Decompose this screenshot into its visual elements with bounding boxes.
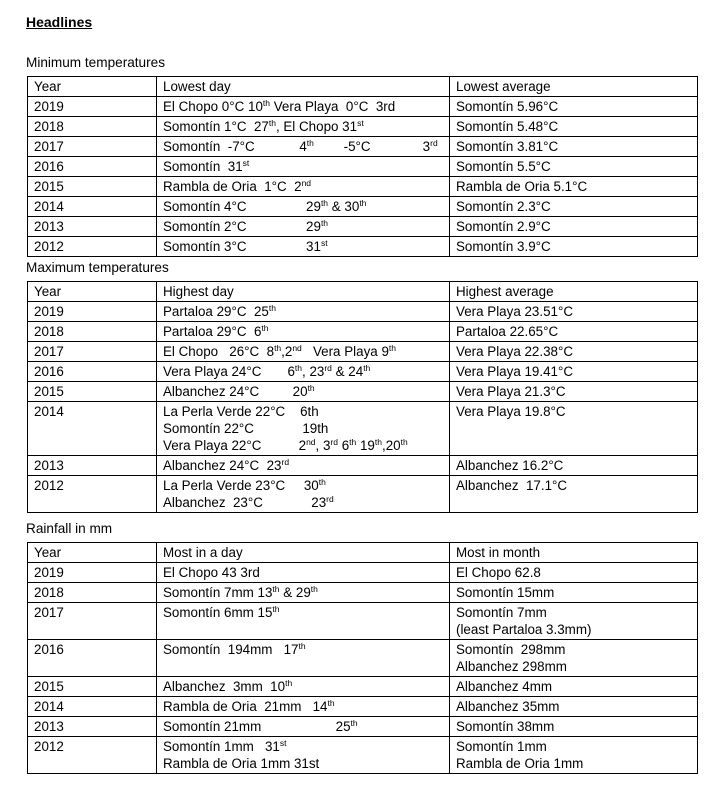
value-cell: [450, 322, 698, 342]
cell-text: Somontín 31st: [163, 158, 250, 174]
day-cell: [157, 697, 450, 717]
table-row: [28, 677, 698, 697]
day-cell: [157, 97, 450, 117]
day-cell: [157, 476, 450, 513]
table-row: [28, 342, 698, 362]
table-header-row: [28, 282, 698, 302]
day-cell: [157, 177, 450, 197]
year-cell: 2015: [28, 677, 157, 697]
column-header: Most in a day: [157, 543, 450, 563]
cell-text: Vera Playa 22°C 2nd, 3rd 6th 19th,20th: [163, 437, 408, 453]
value-cell: [450, 697, 698, 717]
value-cell: [450, 217, 698, 237]
cell-text: Somontín 1mm: [456, 739, 547, 754]
year-cell: 2019: [28, 563, 157, 583]
day-cell: [157, 382, 450, 402]
table-row: [28, 603, 698, 640]
cell-text: El Chopo 62.8: [456, 565, 541, 580]
value-cell: [450, 563, 698, 583]
column-header: Year: [28, 77, 157, 97]
year-cell: 2018: [28, 117, 157, 137]
value-cell: [450, 342, 698, 362]
value-cell: [450, 737, 698, 774]
cell-text: La Perla Verde 22°C 6th: [163, 404, 319, 419]
table-header-row: [28, 543, 698, 563]
cell-text: Rambla de Oria 21mm 14th: [163, 698, 335, 714]
cell-text: Somontín 22°C 19th: [163, 421, 329, 436]
cell-text: Vera Playa 19.41°C: [456, 364, 574, 379]
day-cell: [157, 322, 450, 342]
cell-text: Vera Playa 19.8°C: [456, 404, 566, 419]
day-cell: [157, 362, 450, 382]
year-cell: 2018: [28, 322, 157, 342]
table-row: [28, 456, 698, 476]
year-cell: 2017: [28, 342, 157, 362]
cell-text: Somontín 2°C 29th: [163, 218, 329, 234]
table-row: [28, 137, 698, 157]
cell-text: Somontín 5.96°C: [456, 99, 559, 114]
section-title-rainfall: Rainfall in mm: [26, 521, 113, 536]
year-cell: 2016: [28, 362, 157, 382]
cell-text: Partaloa 29°C 25th: [163, 303, 276, 319]
day-cell: [157, 237, 450, 257]
column-header: Year: [28, 282, 157, 302]
cell-text: Albanchez 24°C 23rd: [163, 457, 290, 473]
table-row: [28, 476, 698, 513]
day-cell: [157, 677, 450, 697]
cell-text: Vera Playa 23.51°C: [456, 304, 574, 319]
table-row: [28, 583, 698, 603]
cell-text: Rambla de Oria 1°C 2nd: [163, 178, 312, 194]
cell-text: Partaloa 29°C 6th: [163, 323, 269, 339]
cell-text: Somontín 194mm 17th: [163, 641, 306, 657]
year-cell: 2012: [28, 237, 157, 257]
table-row: [28, 717, 698, 737]
day-cell: [157, 117, 450, 137]
value-cell: [450, 177, 698, 197]
cell-text: Somontín 1°C 27th, El Chopo 31st: [163, 118, 364, 134]
maximum-temperatures-table: [27, 281, 698, 513]
cell-text: (least Partaloa 3.3mm): [456, 622, 592, 637]
value-cell: [450, 137, 698, 157]
year-cell: 2014: [28, 197, 157, 217]
table-row: [28, 362, 698, 382]
table-row: [28, 382, 698, 402]
year-cell: 2013: [28, 717, 157, 737]
day-cell: [157, 640, 450, 677]
day-cell: [157, 157, 450, 177]
value-cell: [450, 717, 698, 737]
value-cell: [450, 640, 698, 677]
year-cell: 2012: [28, 737, 157, 774]
cell-text: Somontín 3.81°C: [456, 139, 559, 154]
cell-text: Somontín 21mm 25th: [163, 718, 358, 734]
table-header-row: [28, 77, 698, 97]
year-cell: 2017: [28, 603, 157, 640]
table-row: [28, 302, 698, 322]
cell-text: El Chopo 43 3rd: [163, 565, 260, 580]
value-cell: [450, 402, 698, 456]
cell-text: Albanchez 16.2°C: [456, 458, 564, 473]
value-cell: [450, 237, 698, 257]
year-cell: 2015: [28, 177, 157, 197]
day-cell: [157, 583, 450, 603]
page-title: Headlines: [26, 14, 93, 30]
cell-text: Somontín 6mm 15th: [163, 604, 280, 620]
day-cell: [157, 137, 450, 157]
cell-text: Albanchez 17.1°C: [456, 478, 568, 493]
cell-text: Somontín 5.5°C: [456, 159, 551, 174]
column-header: Most in month: [450, 543, 698, 563]
column-header: Lowest average: [450, 77, 698, 97]
day-cell: [157, 342, 450, 362]
year-cell: 2014: [28, 402, 157, 456]
value-cell: [450, 382, 698, 402]
minimum-temperatures-table: [27, 76, 698, 257]
table-row: [28, 737, 698, 774]
year-cell: 2018: [28, 583, 157, 603]
year-cell: 2017: [28, 137, 157, 157]
table-row: [28, 563, 698, 583]
column-header: Lowest day: [157, 77, 450, 97]
cell-text: Somontín 38mm: [456, 719, 555, 734]
value-cell: [450, 197, 698, 217]
year-cell: 2016: [28, 640, 157, 677]
cell-text: Rambla de Oria 5.1°C: [456, 179, 588, 194]
day-cell: [157, 456, 450, 476]
value-cell: [450, 476, 698, 513]
column-header: Year: [28, 543, 157, 563]
day-cell: [157, 737, 450, 774]
cell-text: Rambla de Oria 1mm: [456, 756, 584, 771]
table-row: [28, 177, 698, 197]
cell-text: Vera Playa 22.38°C: [456, 344, 574, 359]
cell-text: Somontín 3°C 31st: [163, 238, 328, 254]
table-row: [28, 97, 698, 117]
column-header: Highest day: [157, 282, 450, 302]
year-cell: 2014: [28, 697, 157, 717]
value-cell: [450, 302, 698, 322]
day-cell: [157, 217, 450, 237]
year-cell: 2013: [28, 217, 157, 237]
table-row: [28, 322, 698, 342]
table-row: [28, 217, 698, 237]
cell-text: Partaloa 22.65°C: [456, 324, 559, 339]
value-cell: [450, 157, 698, 177]
day-cell: [157, 563, 450, 583]
day-cell: [157, 603, 450, 640]
cell-text: Albanchez 35mm: [456, 699, 560, 714]
cell-text: Vera Playa 21.3°C: [456, 384, 566, 399]
year-cell: 2012: [28, 476, 157, 513]
table-row: [28, 402, 698, 456]
table-row: [28, 640, 698, 677]
day-cell: [157, 302, 450, 322]
table-row: [28, 197, 698, 217]
value-cell: [450, 603, 698, 640]
cell-text: Somontín 298mm: [456, 642, 566, 657]
rainfall-table: [27, 542, 698, 774]
cell-text: Somontín -7°C 4th -5°C 3rd: [163, 138, 438, 154]
value-cell: [450, 583, 698, 603]
cell-text: Albanchez 298mm: [456, 659, 567, 674]
cell-text: Albanchez 23°C 23rd: [163, 494, 334, 510]
cell-text: Rambla de Oria 1mm 31st: [163, 756, 320, 771]
year-cell: 2019: [28, 97, 157, 117]
value-cell: [450, 362, 698, 382]
cell-text: La Perla Verde 23°C 30th: [163, 477, 326, 493]
cell-text: Somontín 4°C 29th & 30th: [163, 198, 367, 214]
column-header: Highest average: [450, 282, 698, 302]
table-row: [28, 157, 698, 177]
value-cell: [450, 117, 698, 137]
cell-text: Vera Playa 24°C 6th, 23rd & 24th: [163, 363, 371, 379]
cell-text: Somontín 1mm 31st: [163, 738, 287, 754]
year-cell: 2013: [28, 456, 157, 476]
section-title-maximum-temperatures: Maximum temperatures: [26, 260, 169, 275]
cell-text: Somontín 5.48°C: [456, 119, 559, 134]
cell-text: Somontín 3.9°C: [456, 239, 551, 254]
day-cell: [157, 717, 450, 737]
year-cell: 2015: [28, 382, 157, 402]
section-title-minimum-temperatures: Minimum temperatures: [26, 55, 165, 70]
cell-text: Somontín 7mm 13th & 29th: [163, 584, 318, 600]
year-cell: 2016: [28, 157, 157, 177]
cell-text: El Chopo 26°C 8th,2nd Vera Playa 9th: [163, 343, 396, 359]
cell-text: Albanchez 24°C 20th: [163, 383, 315, 399]
table-row: [28, 697, 698, 717]
value-cell: [450, 677, 698, 697]
day-cell: [157, 402, 450, 456]
day-cell: [157, 197, 450, 217]
cell-text: Somontín 15mm: [456, 585, 555, 600]
cell-text: Somontín 2.9°C: [456, 219, 551, 234]
cell-text: El Chopo 0°C 10th Vera Playa 0°C 3rd: [163, 98, 396, 114]
table-row: [28, 117, 698, 137]
cell-text: Albanchez 3mm 10th: [163, 678, 293, 694]
table-row: [28, 237, 698, 257]
cell-text: Somontín 7mm: [456, 605, 547, 620]
value-cell: [450, 456, 698, 476]
value-cell: [450, 97, 698, 117]
cell-text: Somontín 2.3°C: [456, 199, 551, 214]
year-cell: 2019: [28, 302, 157, 322]
cell-text: Albanchez 4mm: [456, 679, 553, 694]
